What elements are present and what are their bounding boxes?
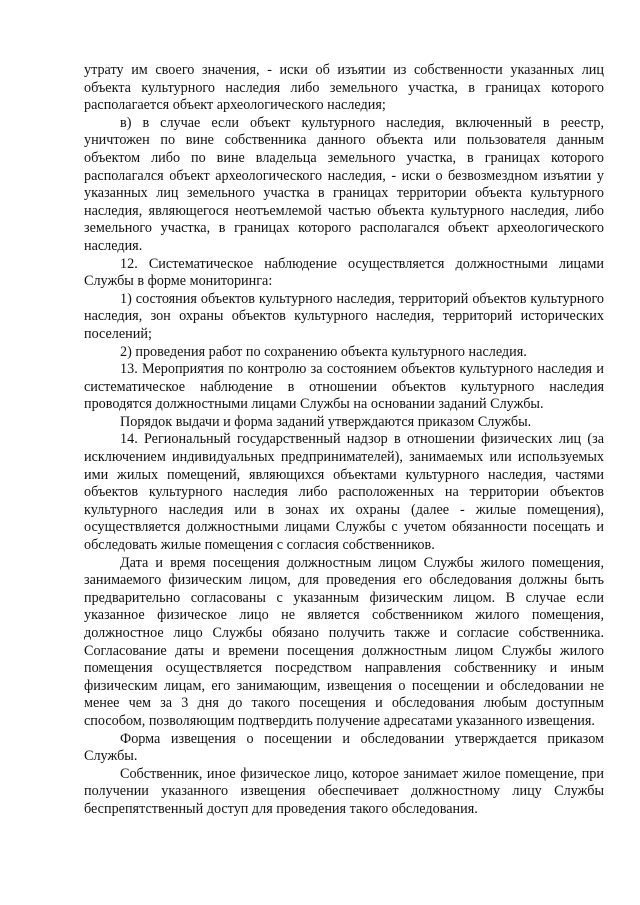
paragraph-owner-access: Собственник, иное физическое лицо, которое занимает жилое помещение, при получении указанного извещения обеспечивает должностному лицу Службы беспрепятственный доступ для проведения такого обследования. — [84, 765, 604, 817]
paragraph-visit-agreement: Дата и время посещения должностным лицом Службы жилого помещения, занимаемого физическим лицом, для проведения его обследования должны быть предварительно согласованы с указанным физическим лицом. В случае если указанное физическое лицо не является собственником жилого помещения, должностное лицо Службы обязано получить также и согласие собственника. Согласование даты и времени посещения должностным лицом Службы жилого помещения осуществляется посредством направления собственнику и иным физическим лицам, его занимающим, извещения о посещении и обследовании не менее чем за 3 дня до такого посещения и обследования любым доступным способом, позволяющим подтвердить получение адресатами указанного извещения. — [84, 554, 604, 729]
paragraph-item-12-2: 2) проведения работ по сохранению объекта культурного наследия. — [120, 343, 527, 360]
paragraph-item-v: в) в случае если объект культурного наследия, включенный в реестр, уничтожен по вине собственника данного объекта или пользователя данным объектом либо по вине владельца земельного участка, в границах которого располагался объект археологического наследия, - иски о безвозмездном изъятии у указанных лиц земельного участка в границах территории объекта культурного наследия, являющегося неотъемлемой частью объекта культурного наследия, либо земельного участка, в границах которого располагался объект археологического наследия. — [84, 114, 604, 254]
paragraph-item-13: 13. Мероприятия по контролю за состоянием объектов культурного наследия и систематическое наблюдение в отношении объектов культурного наследия проводятся должностными лицами Службы на основании заданий Службы. — [84, 361, 604, 413]
paragraph-item-14: 14. Региональный государственный надзор в отношении физических лиц (за исключением индивидуальных предпринимателей), занимаемых или используемых ими жилых помещений, являющихся объектами культурного наследия, частями объектов культурного наследия либо расположенных на территории объектов культурного наследия или в зонах их охраны (далее - жилые помещения), осуществляется должностными лицами Службы с учетом обязанности посещать и обследовать жилые помещения с согласия собственников. — [84, 431, 604, 554]
paragraph-item-12: 12. Систематическое наблюдение осуществляется должностными лицами Службы в форме мониторинга: — [84, 255, 604, 290]
paragraph-forfeiture-claims: утрату им своего значения, - иски об изъятии из собственности указанных лиц объекта культурного наследия либо земельного участка, в границах которого располагается объект археологического наследия; — [84, 62, 604, 114]
paragraph-tasks-procedure: Порядок выдачи и форма заданий утверждаются приказом Службы. — [120, 413, 532, 430]
document-body — [84, 62, 604, 819]
paragraph-notice-form: Форма извещения о посещении и обследовании утверждается приказом Службы. — [84, 730, 604, 765]
paragraph-item-12-1: 1) состояния объектов культурного наследия, территорий объектов культурного наследия, зон охраны объектов культурного наследия, территорий исторических поселений; — [84, 290, 604, 342]
